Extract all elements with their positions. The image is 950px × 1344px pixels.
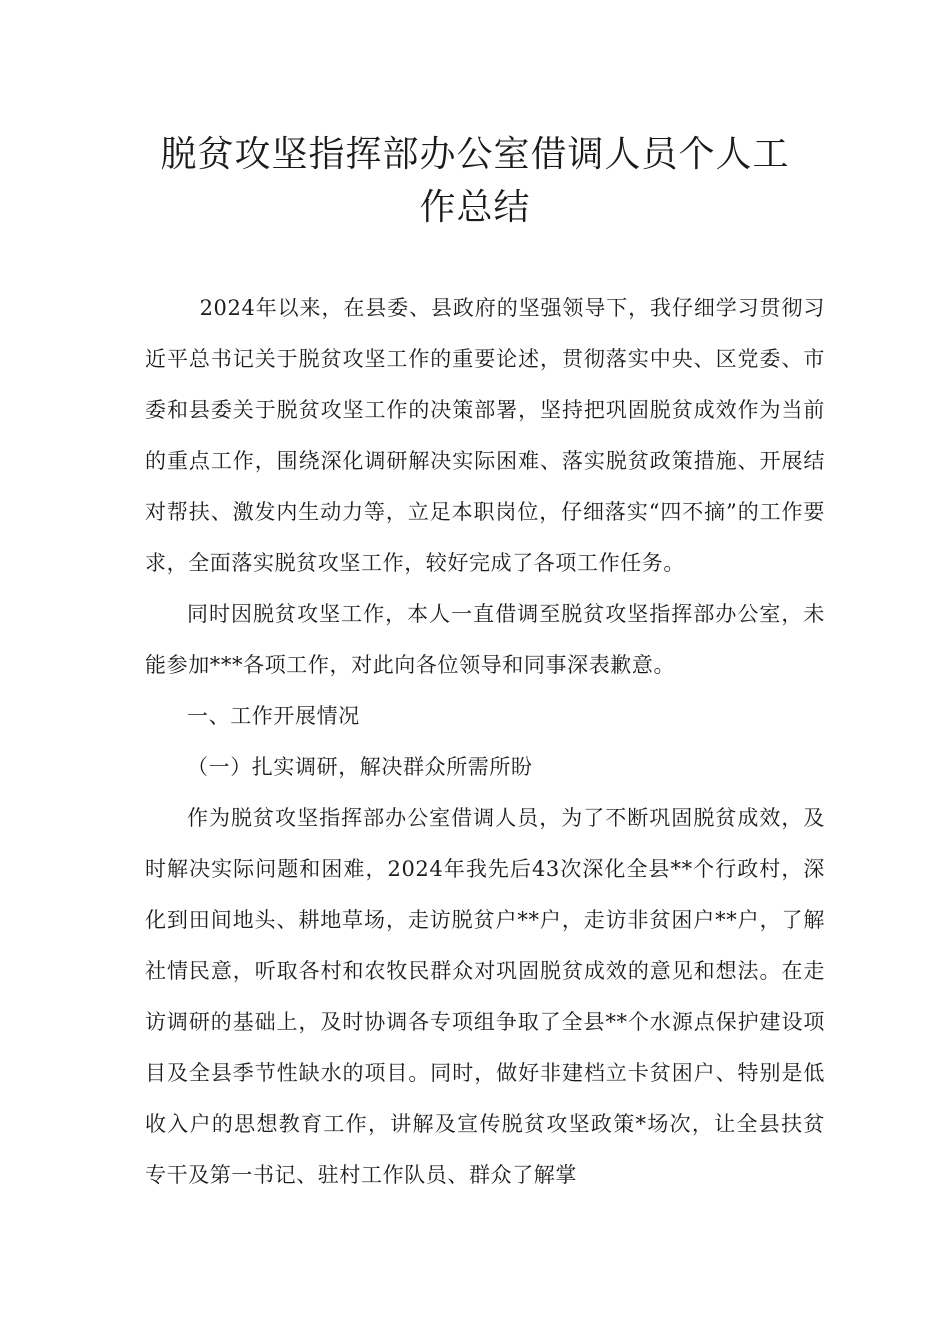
title-line-1: 脱贫攻坚指挥部办公室借调人员个人工 — [160, 134, 790, 175]
section-heading: 一、工作开展情况 — [187, 704, 360, 728]
subsection-heading: （一）扎实调研，解决群众所需所盼 — [187, 755, 533, 779]
title-line-2: 作总结 — [419, 187, 531, 228]
paragraph-secondment-note: 同时因脱贫攻坚工作，本人一直借调至脱贫攻坚指挥部办公室，未能参加***各项工作，对此向各位领导和同事深表歉意。 — [145, 602, 825, 677]
paragraph-intro: 2024年以来，在县委、县政府的坚强领导下，我仔细学习贯彻习近平总书记关于脱贫攻坚工作的重要论述，贯彻落实中央、区党委、市委和县委关于脱贫攻坚工作的决策部署，坚持把巩固脱贫成效作为当前的重点工作，围绕深化调研解决实际困难、落实脱贫政策措施、开展结对帮扶、激发内生动力等，立足本职岗位，仔细落实“四不摘”的工作要求，全面落实脱贫攻坚工作，较好完成了各项工作任务。 — [145, 296, 825, 575]
paragraph-research: 作为脱贫攻坚指挥部办公室借调人员，为了不断巩固脱贫成效，及时解决实际问题和困难，2024年我先后43次深化全县**个行政村，深化到田间地头、耕地草场，走访脱贫户**户，走访非贫困户**户，了解社情民意，听取各村和农牧民群众对巩固脱贫成效的意见和想法。在走访调研的基础上，及时协调各专项组争取了全县**个水源点保护建设项目及全县季节性缺水的项目。同时，做好非建档立卡贫困户、特别是低收入户的思想教育工作，讲解及宣传脱贫攻坚政策*场次，让全县扶贫专干及第一书记、驻村工作队员、群众了解掌 — [145, 806, 825, 1187]
document-body — [145, 283, 825, 1201]
document-title — [120, 128, 830, 234]
